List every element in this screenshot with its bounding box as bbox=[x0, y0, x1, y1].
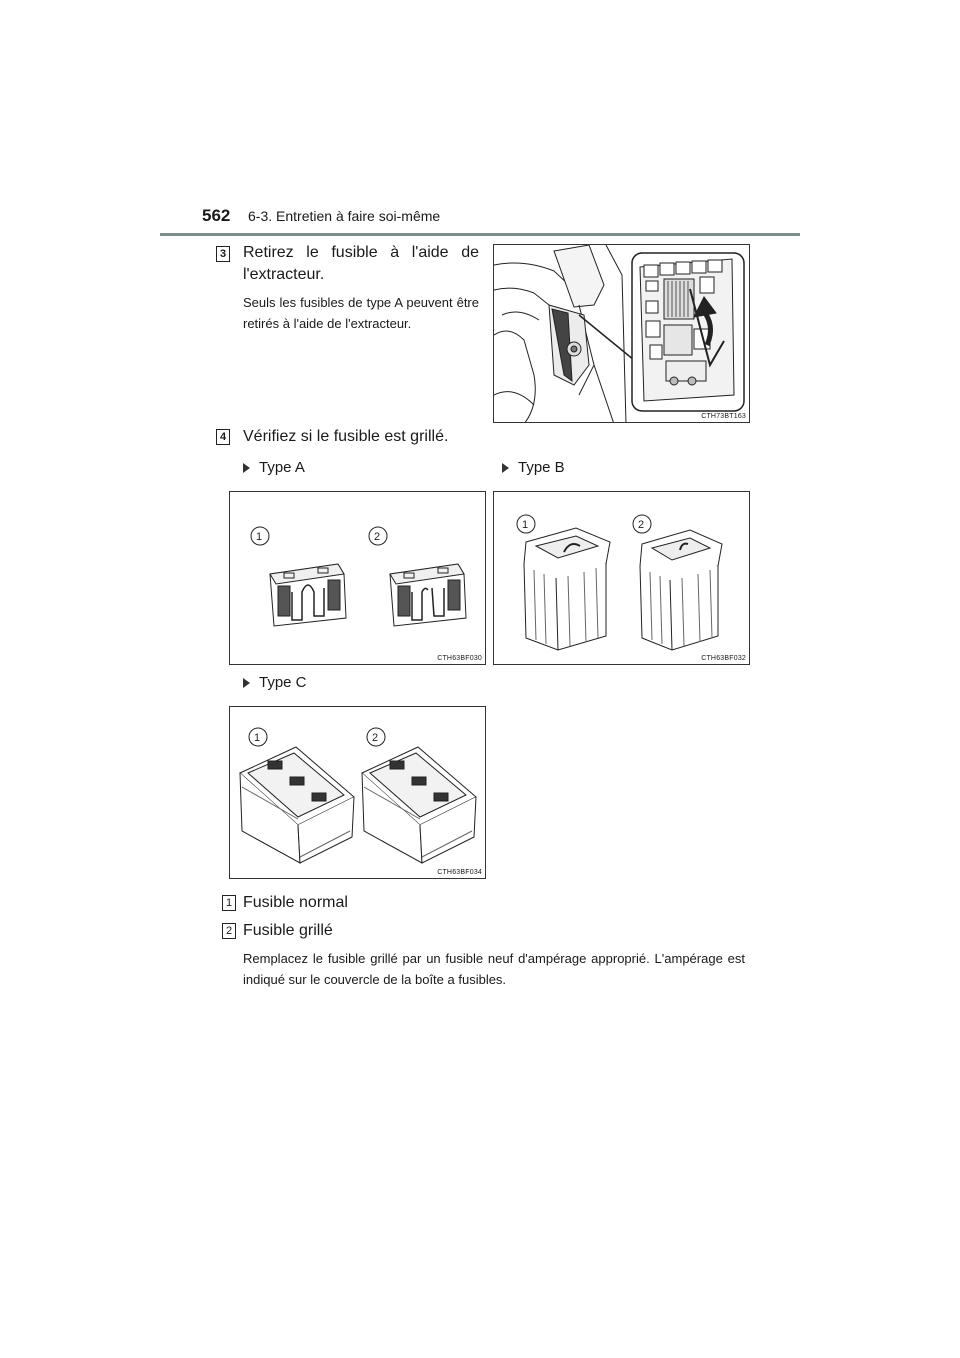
legend-callout-2: 2 bbox=[222, 923, 236, 939]
type-b-label bbox=[502, 459, 565, 476]
type-c-label-text: Type C bbox=[259, 674, 307, 691]
triangle-bullet-icon bbox=[502, 463, 509, 473]
page-header bbox=[160, 206, 800, 236]
type-c-label bbox=[243, 674, 307, 691]
legend-normal-fuse: Fusible normal bbox=[243, 894, 348, 911]
figure-code: CTH63BF032 bbox=[701, 655, 746, 662]
triangle-bullet-icon bbox=[243, 678, 250, 688]
figure-code: CTH73BT163 bbox=[701, 413, 746, 420]
svg-text:2: 2 bbox=[638, 519, 645, 531]
step-4-heading: Vérifiez si le fusible est grillé. bbox=[243, 428, 449, 445]
type-a-fuse-illustration bbox=[230, 492, 486, 665]
type-b-figure bbox=[493, 491, 750, 665]
svg-text:1: 1 bbox=[254, 732, 261, 744]
type-a-figure bbox=[229, 491, 486, 665]
svg-text:1: 1 bbox=[256, 531, 263, 543]
legend-callout-1: 1 bbox=[222, 895, 236, 911]
triangle-bullet-icon bbox=[243, 463, 250, 473]
type-a-label-text: Type A bbox=[259, 459, 305, 476]
legend-blown-fuse: Fusible grillé bbox=[243, 922, 333, 939]
step-3-badge: 3 bbox=[216, 246, 230, 262]
svg-text:2: 2 bbox=[374, 531, 381, 543]
page-number: 562 bbox=[202, 206, 231, 225]
figure-code: CTH63BF034 bbox=[437, 869, 482, 876]
step-4-badge: 4 bbox=[216, 429, 230, 445]
figure-code: CTH63BF030 bbox=[437, 655, 482, 662]
step-3-heading: Retirez le fusible à l'aide de l'extracteur. bbox=[243, 244, 479, 283]
svg-text:1: 1 bbox=[522, 519, 529, 531]
type-b-fuse-illustration bbox=[494, 492, 750, 665]
header-rule bbox=[160, 233, 800, 236]
type-b-label-text: Type B bbox=[518, 459, 565, 476]
section-title: 6-3. Entretien à faire soi-même bbox=[248, 208, 441, 224]
type-c-fuse-illustration bbox=[230, 707, 486, 879]
type-a-label bbox=[243, 459, 305, 476]
replacement-note: Remplacez le fusible grillé par un fusible neuf d'ampérage approprié. L'ampérage est indiqué sur le couvercle de la boîte a fusibles. bbox=[243, 951, 745, 987]
type-c-figure bbox=[229, 706, 486, 879]
step-3-note: Seuls les fusibles de type A peuvent être retirés à l'aide de l'extracteur. bbox=[243, 295, 479, 331]
fuse-extractor-figure bbox=[493, 244, 750, 423]
svg-text:2: 2 bbox=[372, 732, 379, 744]
fuse-extractor-illustration bbox=[494, 245, 750, 423]
